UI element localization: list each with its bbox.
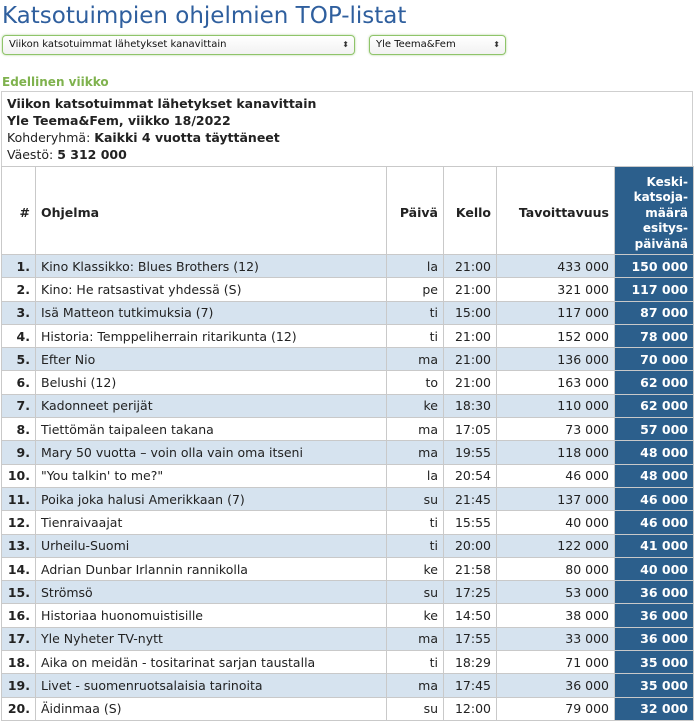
channel-value: Yle Teema&Fem (376, 39, 456, 50)
table-row (2, 418, 694, 441)
row-avg-viewers: 48 000 (615, 464, 694, 487)
row-reach: 137 000 (497, 487, 615, 510)
row-avg-viewers: 36 000 (615, 604, 694, 627)
row-day: ma (387, 418, 444, 441)
target-group-value: Kaikki 4 vuotta täyttäneet (94, 130, 280, 145)
row-day: la (387, 255, 444, 278)
table-row (2, 674, 694, 697)
row-day: ti (387, 324, 444, 347)
row-time: 18:30 (444, 394, 497, 417)
table-row (2, 604, 694, 627)
row-time: 17:55 (444, 627, 497, 650)
row-rank: 18. (2, 651, 36, 674)
table-row (2, 534, 694, 557)
row-reach: 71 000 (497, 651, 615, 674)
row-program: Historiaa huonomuistisille (36, 604, 387, 627)
population-label: Väestö: (7, 147, 54, 162)
row-rank: 15. (2, 581, 36, 604)
row-day: ti (387, 301, 444, 324)
report-subheading: Yle Teema&Fem, viikko 18/2022 (7, 113, 231, 128)
row-rank: 5. (2, 348, 36, 371)
row-rank: 10. (2, 464, 36, 487)
table-row (2, 371, 694, 394)
row-rank: 2. (2, 278, 36, 301)
table-row (2, 557, 694, 580)
row-rank: 17. (2, 627, 36, 650)
row-rank: 14. (2, 557, 36, 580)
row-avg-viewers: 62 000 (615, 371, 694, 394)
header-rank: # (2, 167, 36, 255)
row-program: Kino: He ratsastivat yhdessä (S) (36, 278, 387, 301)
row-reach: 117 000 (497, 301, 615, 324)
target-group-label: Kohderyhmä: (7, 130, 91, 145)
table-row (2, 441, 694, 464)
ratings-table (1, 166, 694, 721)
row-day: ke (387, 604, 444, 627)
row-avg-viewers: 32 000 (615, 697, 694, 720)
row-reach: 46 000 (497, 464, 615, 487)
row-program: Poika joka halusi Amerikkaan (7) (36, 487, 387, 510)
table-row (2, 324, 694, 347)
row-rank: 8. (2, 418, 36, 441)
row-program: Mary 50 vuotta – voin olla vain oma itseni (36, 441, 387, 464)
row-rank: 19. (2, 674, 36, 697)
row-time: 20:54 (444, 464, 497, 487)
row-reach: 40 000 (497, 511, 615, 534)
row-rank: 3. (2, 301, 36, 324)
table-row (2, 487, 694, 510)
row-avg-viewers: 117 000 (615, 278, 694, 301)
row-rank: 11. (2, 487, 36, 510)
row-day: ti (387, 651, 444, 674)
row-rank: 12. (2, 511, 36, 534)
row-time: 17:05 (444, 418, 497, 441)
row-day: ma (387, 674, 444, 697)
table-row (2, 278, 694, 301)
table-header-row (2, 167, 694, 255)
row-avg-viewers: 35 000 (615, 651, 694, 674)
table-row (2, 255, 694, 278)
row-rank: 9. (2, 441, 36, 464)
row-program: Isä Matteon tutkimuksia (7) (36, 301, 387, 324)
row-avg-viewers: 35 000 (615, 674, 694, 697)
row-day: ti (387, 534, 444, 557)
row-program: Urheilu-Suomi (36, 534, 387, 557)
row-day: ti (387, 511, 444, 534)
row-time: 21:58 (444, 557, 497, 580)
table-row (2, 697, 694, 720)
table-row (2, 348, 694, 371)
row-avg-viewers: 46 000 (615, 511, 694, 534)
row-avg-viewers: 78 000 (615, 324, 694, 347)
row-avg-viewers: 40 000 (615, 557, 694, 580)
table-row (2, 464, 694, 487)
report-info (1, 91, 693, 167)
row-day: ke (387, 557, 444, 580)
row-program: Livet - suomenruotsalaisia tarinoita (36, 674, 387, 697)
row-program: Kadonneet perijät (36, 394, 387, 417)
row-reach: 163 000 (497, 371, 615, 394)
row-time: 19:55 (444, 441, 497, 464)
row-reach: 136 000 (497, 348, 615, 371)
row-reach: 79 000 (497, 697, 615, 720)
row-program: Strömsö (36, 581, 387, 604)
population-value: 5 312 000 (57, 147, 127, 162)
row-rank: 1. (2, 255, 36, 278)
row-day: ma (387, 348, 444, 371)
row-reach: 321 000 (497, 278, 615, 301)
row-reach: 110 000 (497, 394, 615, 417)
row-program: Tiettömän taipaleen takana (36, 418, 387, 441)
row-time: 21:00 (444, 278, 497, 301)
row-program: Tienraivaajat (36, 511, 387, 534)
row-reach: 33 000 (497, 627, 615, 650)
row-program: Aika on meidän - tositarinat sarjan taustalla (36, 651, 387, 674)
row-time: 21:00 (444, 348, 497, 371)
row-avg-viewers: 87 000 (615, 301, 694, 324)
table-row (2, 651, 694, 674)
row-day: su (387, 581, 444, 604)
table-row (2, 627, 694, 650)
report-type-value: Viikon katsotuimmat lähetykset kanavittain (9, 39, 227, 50)
row-avg-viewers: 62 000 (615, 394, 694, 417)
report-type-select[interactable] (2, 35, 355, 55)
table-row (2, 511, 694, 534)
row-avg-viewers: 36 000 (615, 581, 694, 604)
report-heading: Viikon katsotuimmat lähetykset kanavittain (7, 96, 317, 111)
row-day: ke (387, 394, 444, 417)
week-section-label: Edellinen viikko (2, 75, 109, 89)
header-program: Ohjelma (36, 167, 387, 255)
row-day: su (387, 487, 444, 510)
header-time: Kello (444, 167, 497, 255)
row-reach: 80 000 (497, 557, 615, 580)
row-reach: 118 000 (497, 441, 615, 464)
row-program: Yle Nyheter TV-nytt (36, 627, 387, 650)
row-rank: 13. (2, 534, 36, 557)
header-day: Päivä (387, 167, 444, 255)
row-time: 21:00 (444, 371, 497, 394)
row-program: Adrian Dunbar Irlannin rannikolla (36, 557, 387, 580)
row-time: 21:00 (444, 255, 497, 278)
row-rank: 4. (2, 324, 36, 347)
row-program: "You talkin' to me?" (36, 464, 387, 487)
header-avg-viewers[interactable]: Keski- katsoja- määrä esitys- päivänä (615, 167, 694, 255)
row-program: Kino Klassikko: Blues Brothers (12) (36, 255, 387, 278)
row-day: ma (387, 627, 444, 650)
target-group (7, 129, 687, 146)
select-arrows-icon: ⬍ (342, 40, 349, 49)
population (7, 146, 687, 163)
row-reach: 38 000 (497, 604, 615, 627)
row-avg-viewers: 41 000 (615, 534, 694, 557)
row-time: 21:00 (444, 324, 497, 347)
row-time: 18:29 (444, 651, 497, 674)
row-rank: 16. (2, 604, 36, 627)
row-rank: 20. (2, 697, 36, 720)
row-time: 15:55 (444, 511, 497, 534)
row-avg-viewers: 36 000 (615, 627, 694, 650)
row-reach: 73 000 (497, 418, 615, 441)
row-program: Efter Nio (36, 348, 387, 371)
row-day: su (387, 697, 444, 720)
header-reach: Tavoittavuus (497, 167, 615, 255)
row-time: 21:45 (444, 487, 497, 510)
page-title: Katsotuimpien ohjelmien TOP-listat (2, 3, 407, 29)
row-reach: 433 000 (497, 255, 615, 278)
table-row (2, 301, 694, 324)
row-day: to (387, 371, 444, 394)
row-avg-viewers: 57 000 (615, 418, 694, 441)
row-time: 17:25 (444, 581, 497, 604)
row-program: Historia: Temppeliherrain ritarikunta (12) (36, 324, 387, 347)
row-program: Belushi (12) (36, 371, 387, 394)
table-row (2, 394, 694, 417)
row-day: ma (387, 441, 444, 464)
row-time: 15:00 (444, 301, 497, 324)
row-day: la (387, 464, 444, 487)
row-program: Äidinmaa (S) (36, 697, 387, 720)
row-rank: 7. (2, 394, 36, 417)
row-avg-viewers: 150 000 (615, 255, 694, 278)
row-reach: 36 000 (497, 674, 615, 697)
row-reach: 122 000 (497, 534, 615, 557)
row-reach: 53 000 (497, 581, 615, 604)
row-rank: 6. (2, 371, 36, 394)
row-avg-viewers: 46 000 (615, 487, 694, 510)
row-reach: 152 000 (497, 324, 615, 347)
row-day: pe (387, 278, 444, 301)
table-row (2, 581, 694, 604)
select-arrows-icon: ⬍ (493, 40, 500, 49)
row-time: 20:00 (444, 534, 497, 557)
row-time: 12:00 (444, 697, 497, 720)
row-avg-viewers: 48 000 (615, 441, 694, 464)
row-avg-viewers: 70 000 (615, 348, 694, 371)
row-time: 14:50 (444, 604, 497, 627)
channel-select[interactable] (369, 35, 506, 55)
row-time: 17:45 (444, 674, 497, 697)
